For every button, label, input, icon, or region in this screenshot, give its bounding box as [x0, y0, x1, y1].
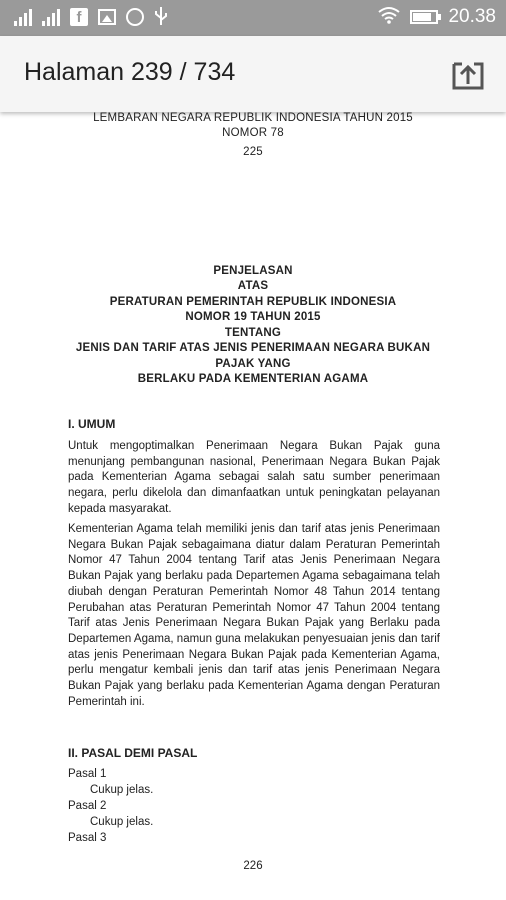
battery-icon: [410, 10, 438, 24]
article-label: Pasal 3: [68, 832, 107, 844]
page-title: Halaman 239 / 734: [24, 58, 236, 86]
status-bar: [0, 0, 506, 36]
title-line: NOMOR 19 TAHUN 2015: [185, 311, 321, 323]
app-bar: [0, 36, 506, 112]
gazette-number: NOMOR 78: [222, 127, 284, 139]
image-icon: [98, 9, 116, 25]
usb-icon: [154, 6, 168, 28]
paragraph: Kementerian Agama telah memiliki jenis dan tarif atas jenis Penerimaan Negara Bukan Pajak sebagaimana diatur dalam Peraturan Pemerintah Nomor 47 Tahun 2004 tentang Tarif atas Jenis Penerimaan Negara Bukan Pajak yang berlaku pada Departemen Agama sebagaimana telah diubah dengan Peraturan Pemerintah Nomor 48 Tahun 2014 tentang Perubahan atas Peraturan Pemerintah Nomor 47 Tahun 2004 tentang Tarif atas Jenis Penerimaan Negara Bukan Pajak yang Berlaku pada Departemen Agama, namun guna melakukan penyesuaian jenis dan tarif atas jenis Penerimaan Negara Bukan Pajak pada Kementerian Agama, perlu mengatur kembali jenis dan tarif atas jenis Penerimaan Negara Bukan Pajak yang berlaku pada Kementerian Agama dengan Peraturan Pemerintah ini.: [68, 523, 440, 708]
signal-icon: [14, 8, 32, 26]
title-line: PENJELASAN: [213, 265, 293, 277]
article-text: Cukup jelas.: [90, 784, 154, 796]
paragraph: Untuk mengoptimalkan Penerimaan Negara Bukan Pajak guna menunjang pembangunan nasional, Penerimaan Negara Bukan Pajak pada Kementerian Agama sebagai salah satu sumber penerimaan negara, perlu dikelola dan dimanfaatkan untuk peningkatan pelayanan kepada masyarakat.: [68, 440, 440, 515]
gazette-header: LEMBARAN NEGARA REPUBLIK INDONESIA TAHUN 2015: [93, 112, 413, 124]
page-number-bottom: 226: [243, 860, 263, 872]
article-text: Cukup jelas.: [90, 816, 154, 828]
status-time: 20.38: [448, 6, 496, 27]
title-line: TENTANG: [224, 327, 282, 339]
title-line: JENIS DAN TARIF ATAS JENIS PENERIMAAN NEGARA BUKAN: [75, 342, 431, 354]
title-line: ATAS: [237, 280, 269, 292]
title-line: BERLAKU PADA KEMENTERIAN AGAMA: [137, 373, 369, 385]
article-label: Pasal 2: [68, 800, 107, 812]
open-external-button[interactable]: [450, 56, 486, 92]
signal-icon: [42, 8, 60, 26]
wifi-icon: [378, 6, 400, 28]
document-page: [0, 112, 506, 900]
article-label: Pasal 1: [68, 768, 107, 780]
section-heading: II. PASAL DEMI PASAL: [68, 746, 198, 760]
page-number-top: 225: [243, 146, 263, 158]
whatsapp-icon: [126, 8, 144, 26]
title-line: PAJAK YANG: [215, 358, 291, 370]
section-heading: I. UMUM: [68, 417, 116, 431]
title-line: PERATURAN PEMERINTAH REPUBLIK INDONESIA: [109, 296, 397, 308]
facebook-icon: f: [70, 8, 88, 26]
open-external-icon: [450, 56, 486, 92]
